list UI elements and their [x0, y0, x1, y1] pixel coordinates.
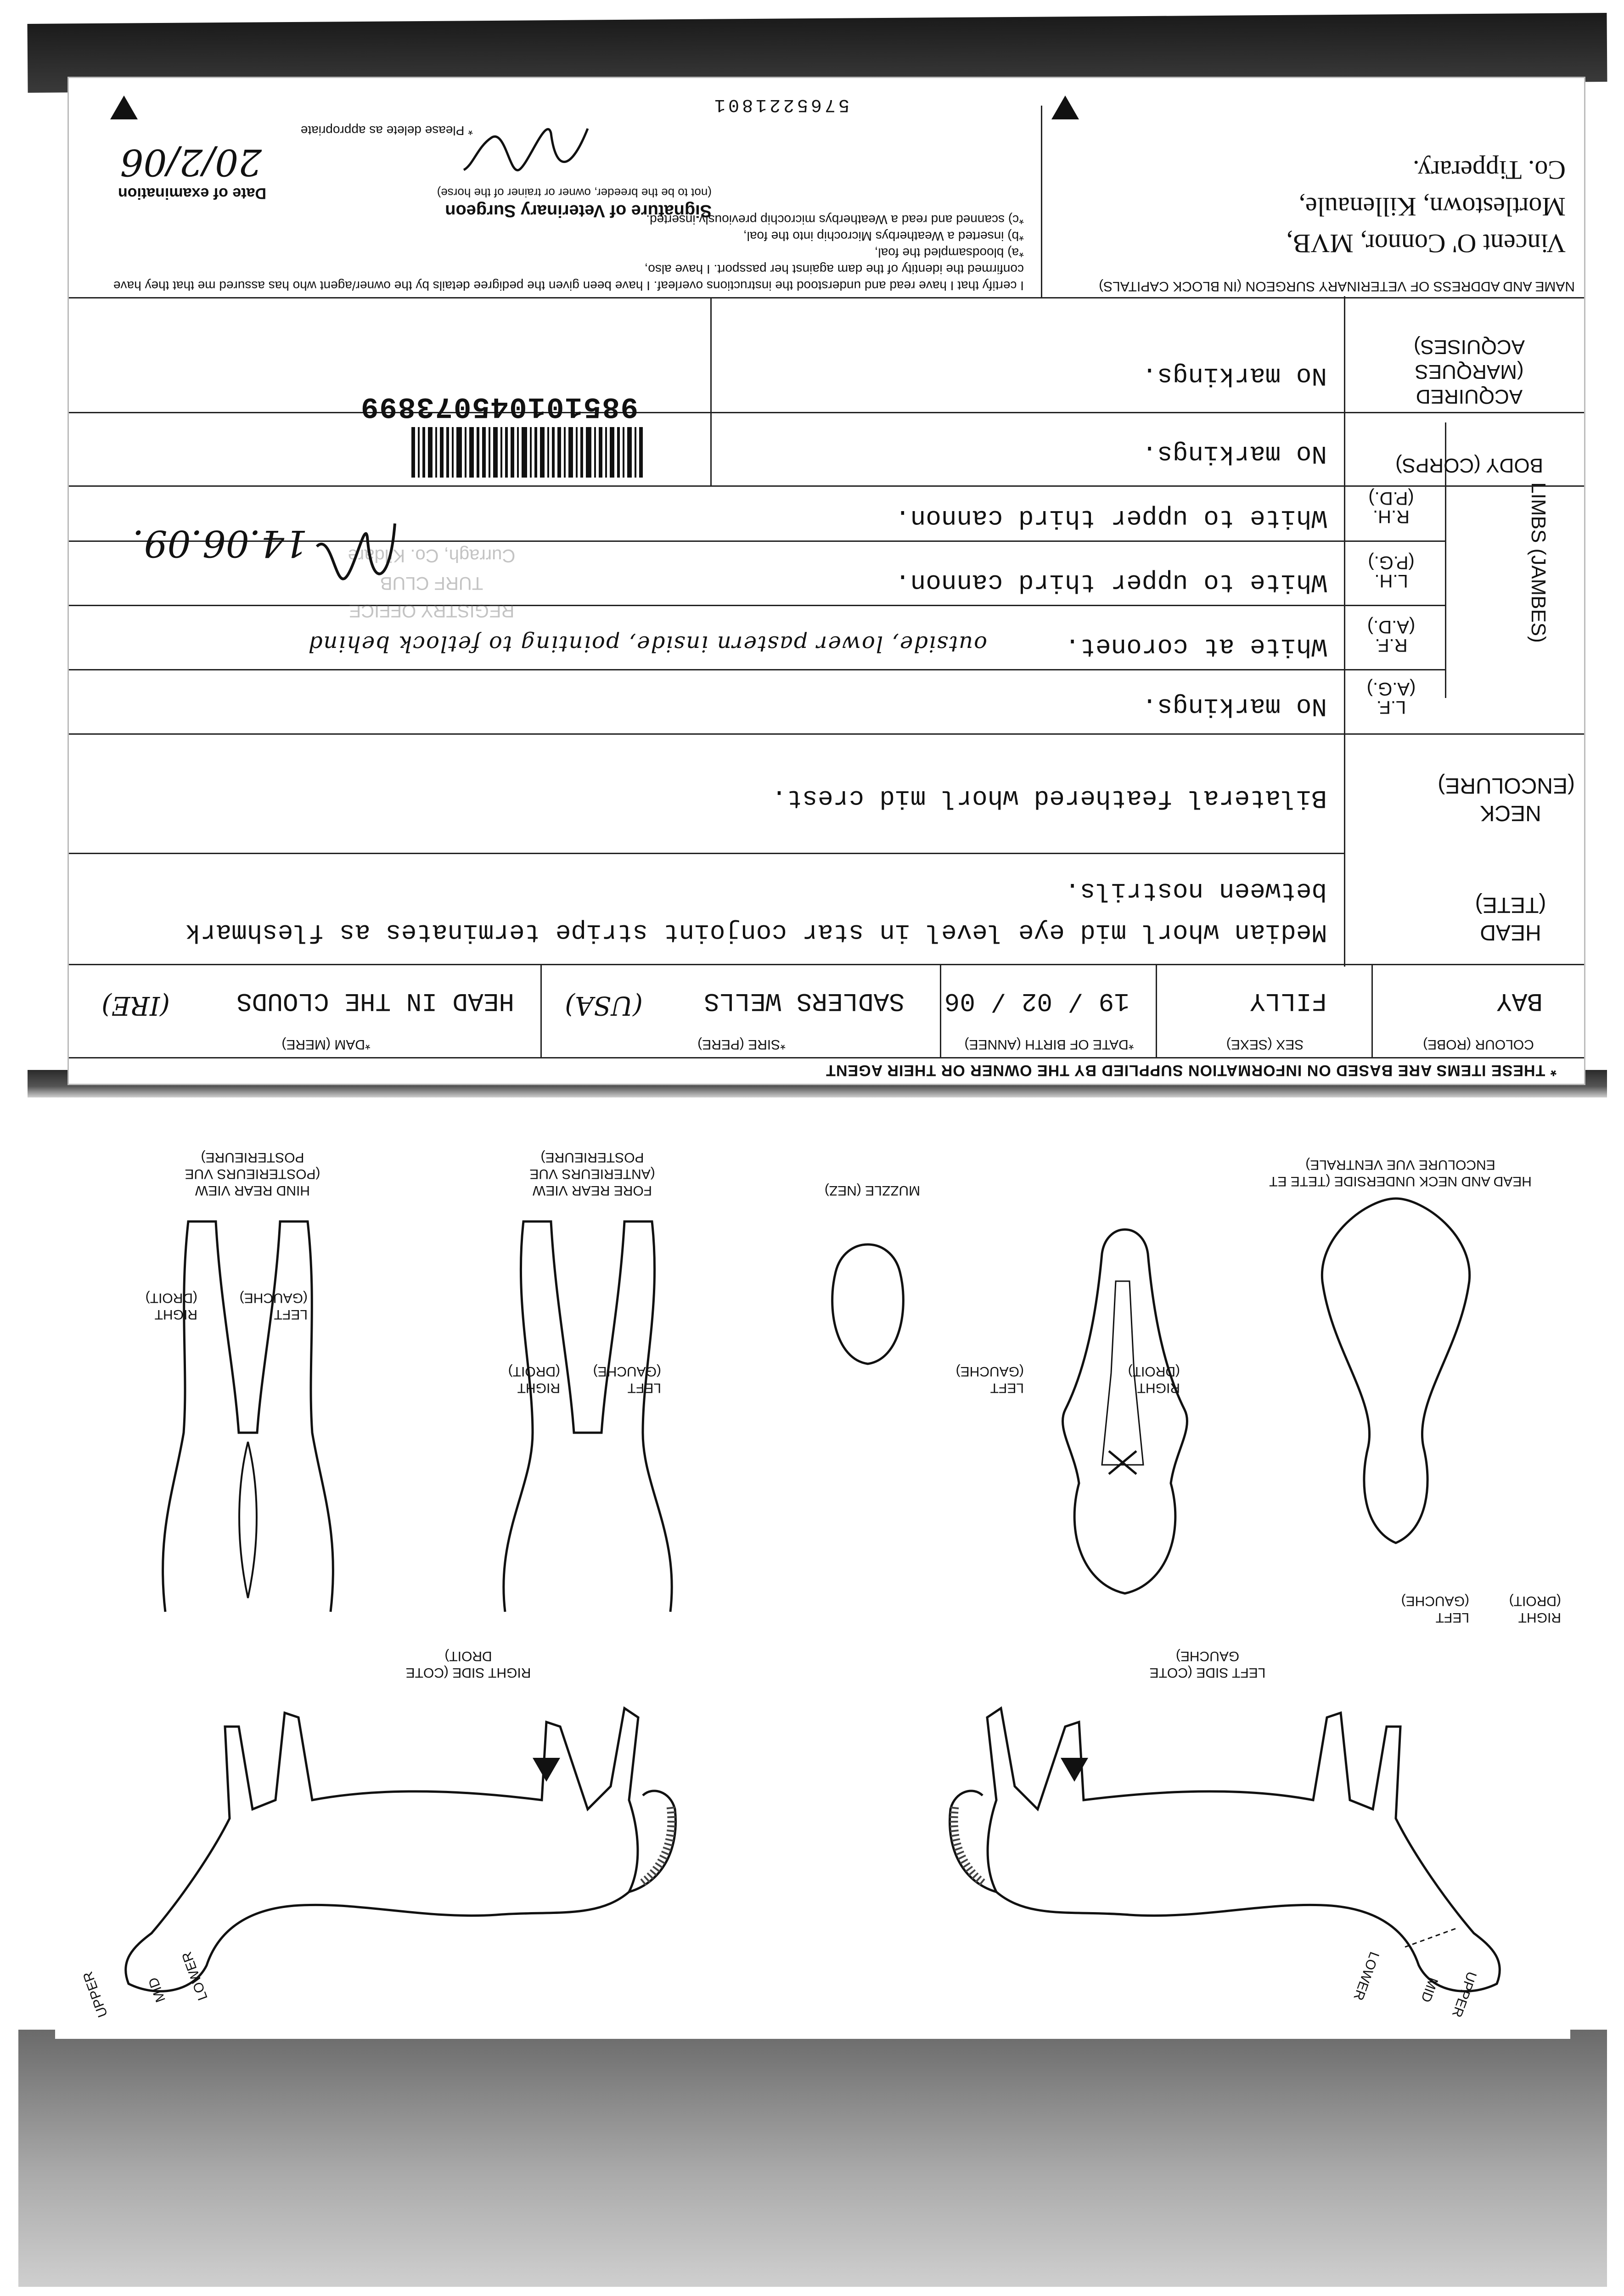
corner-marker [110, 96, 138, 119]
label-left-4: LEFT (GAUCHE) [239, 1290, 308, 1322]
signature-label: Signature of Veterinary Surgeon [445, 201, 712, 220]
dam-value: HEAD IN THE CLOUDS [236, 986, 514, 1016]
neck-value: Bilateral feathered whorl mid crest. [771, 783, 1327, 813]
rh-label: R.H. (P.D.) [1368, 488, 1414, 527]
label-right-3: RIGHT (DROIT) [508, 1364, 560, 1396]
label-right-4: RIGHT (DROIT) [145, 1290, 197, 1322]
label-right-2: RIGHT (DROIT) [1128, 1364, 1180, 1396]
vet-name-line-3: Co. Tipperary. [1413, 155, 1566, 185]
certify-option-b: *b) inserted a Weatherbys Microchip into the foal, [743, 229, 1024, 243]
label-left-1: LEFT (GAUCHE) [1401, 1593, 1469, 1625]
signature-note: (not to be the breeder, owner or trainer of the horse) [437, 186, 712, 200]
barcode-number: 985101045073899 [360, 389, 638, 422]
date-exam-handwritten: 20/2/06 [120, 141, 262, 184]
muzzle-diagram [817, 1208, 918, 1373]
microchip-barcode [409, 427, 643, 478]
vet-name-label: NAME AND ADDRESS OF VETERINARY SURGEON (IN BLOCK CAPITALS) [1099, 279, 1575, 294]
vet-name-block [1286, 152, 1566, 262]
colour-value: BAY [1496, 986, 1543, 1016]
lh-value: White to upper third cannon. [895, 568, 1327, 597]
stamp-handwritten-date: 14.06.09. [132, 522, 308, 565]
lf-label: L.F. (A.G.) [1366, 679, 1416, 717]
stamp-line-2: TURF CLUB [380, 573, 483, 593]
head-label: HEAD (TETE) [1475, 893, 1546, 945]
passport-form-rotated [69, 78, 1584, 1084]
vet-name-line-2: Mortlestown, Killenaule, [1298, 192, 1566, 222]
label-fore-rear: FORE REAR VIEW (ANTERIEURS VUE POSTERIEURE) [529, 1150, 655, 1198]
sire-label: *SIRE (PERE) [697, 1037, 786, 1052]
limbs-label: LIMBS (JAMBES) [1527, 482, 1550, 643]
sex-label: SEX (SEXE) [1226, 1037, 1304, 1052]
head-neck-underside-diagram [1276, 1189, 1515, 1557]
dam-label: *DAM (MERE) [281, 1037, 371, 1052]
identity-row [69, 964, 1584, 1058]
label-hind-rear: HIND REAR VIEW (POSTERIEURS VUE POSTERIEURE) [185, 1150, 320, 1198]
stamp-line-1: REGISTRY OFFICE [348, 601, 515, 621]
rf-label: R.F. (A.D.) [1367, 617, 1416, 655]
label-right-side: RIGHT SIDE (COTE DROIT) [405, 1649, 531, 1680]
colour-label: COLOUR (ROBE) [1423, 1037, 1534, 1052]
vet-signature [459, 110, 597, 184]
head-value: Median whorl mid eye level in star conjoint stripe terminates as fleshmark between nostrils. [185, 876, 1327, 947]
date-exam-label: Date of examination [118, 185, 266, 202]
certify-option-a: *a) bloodsampled the foal, [874, 246, 1024, 260]
rh-value: White to upper third cannon. [895, 503, 1327, 533]
body-label: BODY (CORPS) [1395, 454, 1543, 477]
label-head-neck-underside: HEAD AND NECK UNDERSIDE (TETE ET ENCOLURE VUE VENTRALE) [1269, 1157, 1532, 1189]
label-muzzle: MUZZLE (NEZ) [824, 1183, 921, 1198]
hind-rear-view-diagram [138, 1203, 358, 1626]
label-lower-1: LOWER [1350, 1949, 1382, 2003]
rf-value: White at coronet. [1064, 632, 1327, 661]
label-left-2: LEFT (GAUCHE) [955, 1364, 1024, 1396]
head-front-view-diagram [1028, 1189, 1221, 1603]
dam-origin: (IRE) [101, 990, 170, 1020]
label-right-1: RIGHT (DROIT) [1509, 1593, 1561, 1625]
sire-value: SADLERS WELLS [704, 986, 905, 1016]
certify-statement: I certify that I have read and understood the instructions overleaf. I have been given the pedigree details by the owner/agent who has assured me that they have confirmed the identity of the dam against her passport. I have also, [113, 262, 1024, 293]
dob-value: 19 / 02 / 06 [944, 986, 1129, 1016]
acquired-label: ACQUIRED (MARQUES ACQUISES) [1413, 336, 1525, 408]
owner-info-header: * THESE ITEMS ARE BASED ON INFORMATION SUPPLIED BY THE OWNER OR THEIR AGENT [826, 1062, 1557, 1079]
label-upper-2: UPPER [80, 1969, 111, 2020]
stamp-signature [308, 510, 409, 602]
sire-origin: (USA) [565, 990, 643, 1020]
label-mid-2: MID [146, 1975, 169, 2004]
neck-label: NECK (ENCOLURE) [1438, 773, 1575, 825]
lh-label: L.H. (P.G.) [1368, 552, 1415, 591]
lf-value: No markings. [1141, 692, 1327, 721]
body-value: No markings. [1141, 439, 1327, 468]
label-mid-1: MID [1418, 1975, 1441, 2004]
horse-left-side-diagram [927, 1681, 1524, 2002]
scan-background-bottom [18, 2030, 1607, 2287]
rf-handwritten-note: outside, lower pastern inside, pointing to fetlock behind [307, 631, 987, 657]
corner-marker [1051, 96, 1079, 119]
fore-rear-view-diagram [478, 1203, 698, 1626]
label-left-side: LEFT SIDE (COTE GAUCHE) [1149, 1649, 1266, 1680]
dob-label: *DATE OF BIRTH (ANNEE) [964, 1037, 1134, 1052]
label-upper-1: UPPER [1449, 1969, 1479, 2020]
stamp-line-3: Curragh, Co. Kildare [348, 546, 516, 566]
sex-value: FILLY [1249, 986, 1327, 1016]
horse-right-side-diagram [101, 1681, 698, 2002]
acquired-value: No markings. [1141, 361, 1327, 390]
label-lower-2: LOWER [179, 1949, 211, 2003]
horse-diagram-page [55, 1097, 1570, 2039]
label-left-3: LEFT (GAUCHE) [593, 1364, 661, 1396]
serial-number: 5765221801 [711, 94, 849, 115]
please-delete-note: * Please delete as appropriate [300, 124, 473, 138]
passport-form-page [69, 78, 1584, 1084]
vet-name-line-1: Vincent O' Connor, MVB, [1286, 229, 1566, 259]
certify-text [87, 211, 1024, 294]
certify-option-c: *c) scanned and read a Weatherbys microchip previously inserted. [646, 213, 1024, 227]
horse-diagram-rotated [55, 1097, 1570, 2039]
